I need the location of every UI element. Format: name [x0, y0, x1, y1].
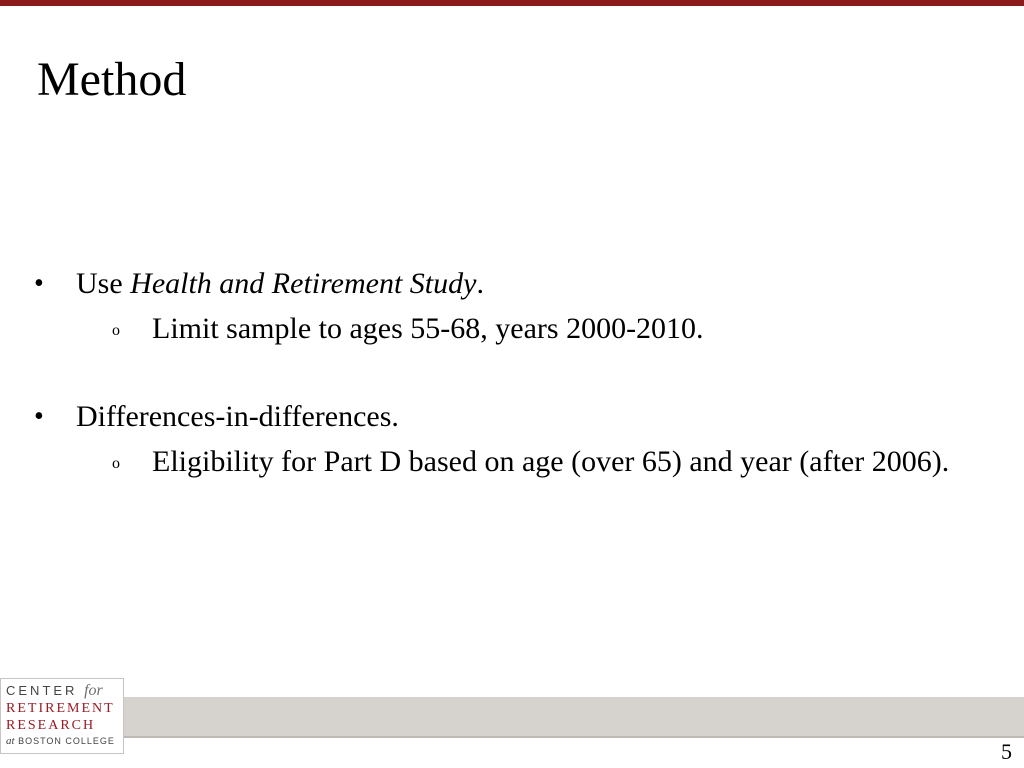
crr-logo	[0, 678, 124, 754]
bullet-suffix: .	[476, 267, 484, 300]
bullet-text: Differences-in-differences.	[76, 400, 399, 433]
logo-for-word: for	[84, 682, 103, 699]
sub-list	[0, 306, 1024, 351]
sub-bullet-marker: o	[112, 455, 120, 472]
bullet-item-data-source	[0, 262, 1024, 351]
sub-item-eligibility	[0, 439, 1024, 484]
bullet-list	[0, 262, 1024, 484]
logo-college-name: BOSTON COLLEGE	[14, 736, 115, 746]
slide-title: Method	[37, 53, 187, 106]
logo-line-center	[6, 682, 123, 700]
bullet-row	[0, 395, 1024, 439]
bullet-text	[76, 262, 484, 306]
logo-line-research: RESEARCH	[6, 718, 96, 733]
sub-list	[0, 439, 1024, 484]
page-number: 5	[1001, 739, 1012, 764]
sub-item-text: Limit sample to ages 55-68, years 2000-2010.	[152, 312, 704, 345]
sub-item-text: Eligibility for Part D based on age (over 65) and year (after 2006).	[152, 445, 950, 478]
bullet-row	[0, 262, 1024, 306]
sub-item-sample-limits	[0, 306, 1024, 351]
bullet-prefix: Use	[76, 267, 131, 300]
top-accent-rule	[0, 0, 1024, 6]
study-name-emphasis: Health and Retirement Study	[130, 267, 477, 300]
sub-bullet-marker: o	[112, 322, 120, 339]
logo-line-retirement: RETIREMENT	[6, 701, 115, 716]
bullet-marker: •	[34, 401, 44, 432]
bullet-marker: •	[34, 268, 44, 299]
logo-line-college	[6, 734, 123, 748]
footer-band	[0, 697, 1024, 738]
bullet-item-method	[0, 395, 1024, 484]
logo-center-word: CENTER	[6, 683, 78, 698]
logo-at-word: at	[6, 735, 15, 747]
